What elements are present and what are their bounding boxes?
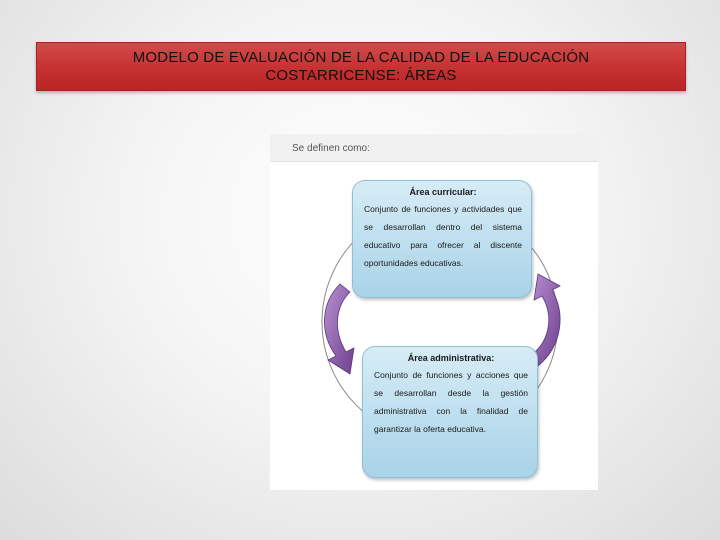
diagram-intro-text: Se definen como:	[292, 143, 370, 154]
card-curricular-area	[352, 180, 532, 298]
card-administrative-title: Área administrativa:	[407, 353, 495, 363]
slide-title-line-2: COSTARRICENSE: ÁREAS	[265, 66, 457, 84]
left-cycle-arrow	[324, 284, 354, 374]
card-administrative-body: Conjunto de funciones y acciones que se desarrollan desde la gestión administrativa con la finalidad de garantizar la oferta educativa.	[374, 370, 528, 434]
card-curricular-body: Conjunto de funciones y actividades que se desarrollan dentro del sistema educativo para ofrecer al discente oportunidades educativas.	[364, 204, 522, 268]
slide-title-line-1: MODELO DE EVALUACIÓN DE LA CALIDAD DE LA EDUCACIÓN	[132, 48, 590, 66]
card-administrative-area	[362, 346, 538, 478]
title-banner	[36, 42, 686, 91]
card-curricular-title: Área curricular:	[409, 187, 477, 197]
areas-diagram	[270, 134, 598, 490]
